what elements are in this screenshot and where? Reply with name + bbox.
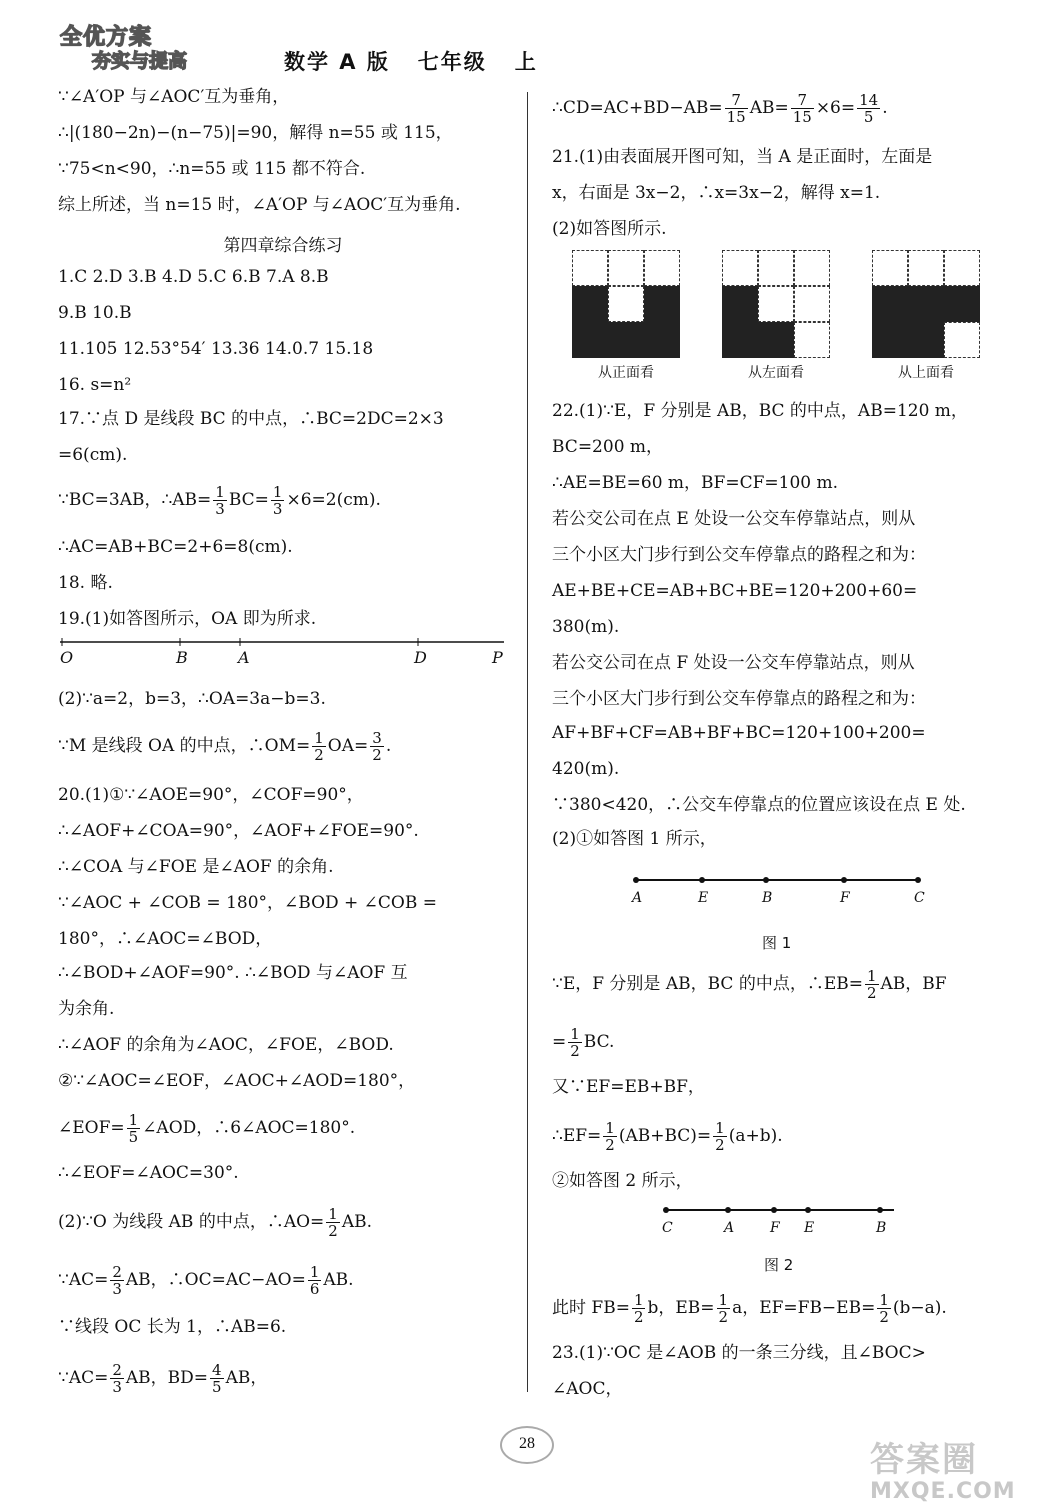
point-label-d: D	[414, 648, 427, 667]
text: (a+b).	[728, 1126, 783, 1146]
formula-line	[552, 92, 888, 125]
formula-line	[58, 1206, 372, 1239]
text: ∠EOF=	[58, 1118, 125, 1138]
point-e	[699, 877, 705, 883]
grid-cell-filled	[758, 322, 794, 358]
grid-cell-filled	[608, 322, 644, 358]
text-line: 23.(1)∵OC 是∠AOB 的一条三分线，且∠BOC>	[552, 1343, 926, 1363]
text: ∵E，F 分别是 AB，BC 的中点，∴EB=	[552, 974, 863, 994]
numerator: 1	[215, 483, 225, 501]
text: ∴CD=AC+BD−AB=	[552, 98, 723, 118]
text: AB，BF	[880, 974, 947, 994]
text-line: 若公交公司在点 F 处设一公交车停靠站点，则从	[552, 653, 915, 673]
formula-line	[58, 730, 391, 763]
text: AB，	[225, 1368, 268, 1388]
text: a，EF=FB−EB=	[732, 1298, 876, 1318]
denominator: 15	[792, 108, 812, 126]
text: AB，BD=	[125, 1368, 209, 1388]
point-c	[915, 877, 921, 883]
text-line: ∵∠AOC + ∠COB = 180°，∠BOD + ∠COB =	[58, 893, 438, 913]
text: AB=	[749, 98, 789, 118]
text: .	[385, 736, 392, 756]
view-caption: 从上面看	[898, 365, 954, 381]
text: BC=	[228, 490, 269, 510]
numerator: 1	[128, 1111, 139, 1129]
text-line: ∴∠AOF 的余角为∠AOC，∠FOE，∠BOD.	[58, 1035, 394, 1055]
numerator: 1	[328, 1205, 338, 1223]
section-title: 第四章综合练习	[223, 236, 343, 256]
text-line: 综上所述，当 n=15 时，∠A′OP 与∠AOC′互为垂角.	[58, 195, 461, 215]
point-f	[771, 1207, 777, 1213]
grid-cell-filled	[722, 322, 758, 358]
text-line: AF+BF+CF=AB+BF+BC=120+100+200=	[552, 723, 926, 743]
denominator: 2	[718, 1308, 729, 1326]
view-caption: 从正面看	[598, 365, 654, 381]
fraction	[312, 730, 326, 763]
denominator: 5	[128, 1128, 139, 1146]
text: OA=	[327, 736, 369, 756]
fraction	[110, 1362, 124, 1395]
point-b	[877, 1207, 883, 1213]
label-b: B	[876, 1220, 887, 1236]
text-line: ∴∠COA 与∠FOE 是∠AOF 的余角.	[58, 857, 334, 877]
label-a: A	[724, 1220, 735, 1236]
grid-cell-filled	[908, 286, 944, 322]
formula-line	[58, 1264, 354, 1297]
top-view-grid	[872, 250, 980, 358]
logo-top-text: 全优方案	[60, 25, 153, 50]
numerator: 4	[212, 1361, 222, 1379]
formula-line	[58, 1362, 267, 1395]
grid-cell-filled	[872, 286, 908, 322]
top-view	[872, 250, 980, 382]
numerator: 2	[112, 1361, 122, 1379]
text-line: 22.(1)∵E，F 分别是 AB，BC 的中点，AB=120 m，	[552, 401, 968, 421]
text-line: 380(m).	[552, 617, 620, 637]
grid-cell	[872, 250, 908, 286]
text: AB.	[341, 1212, 373, 1232]
text-line: 420(m).	[552, 759, 620, 779]
label-c: C	[914, 890, 925, 906]
label-a: A	[632, 890, 643, 906]
fraction	[568, 1026, 582, 1059]
text-line: 为余角.	[58, 999, 115, 1019]
grid-cell-filled	[572, 322, 608, 358]
denominator: 3	[112, 1280, 122, 1298]
formula-line	[58, 484, 381, 517]
formula-line	[552, 1026, 614, 1059]
denominator: 2	[372, 746, 382, 764]
text-line: ∵75<n<90，∴n=55 或 115 都不符合.	[58, 159, 366, 179]
text: ∵AC=	[58, 1368, 109, 1388]
figure-1	[632, 876, 932, 906]
figure-1-caption: 图 1	[762, 934, 792, 952]
text-line: 又∵EF=EB+BF，	[552, 1077, 705, 1097]
label-e: E	[698, 890, 709, 906]
grid-cell	[944, 250, 980, 286]
grid-cell	[758, 250, 794, 286]
denominator: 2	[570, 1042, 580, 1060]
formula-line	[552, 968, 947, 1001]
text-line: =6(cm).	[58, 445, 128, 465]
numerator: 1	[314, 729, 324, 747]
text-line: ∠AOC，	[552, 1379, 623, 1399]
grid-cell-filled	[572, 286, 608, 322]
denominator: 6	[309, 1280, 320, 1298]
text-line: 17.∵点 D 是线段 BC 的中点，∴BC=2DC=2×3	[58, 409, 444, 429]
point-c	[663, 1207, 669, 1213]
denominator: 2	[879, 1308, 889, 1326]
grid-cell	[794, 322, 830, 358]
text-line: ∵线段 OC 长为 1，∴AB=6.	[58, 1317, 287, 1337]
text-line: 若公交公司在点 E 处设一公交车停靠站点，则从	[552, 509, 916, 529]
view-caption: 从左面看	[748, 365, 804, 381]
text-line: 180°，∴∠AOC=∠BOD，	[58, 929, 273, 949]
fraction	[370, 730, 384, 763]
point-b	[763, 877, 769, 883]
text-line: 19.(1)如答图所示，OA 即为所求.	[58, 609, 317, 629]
text: .	[882, 98, 888, 118]
text-line: (2)①如答图 1 所示，	[552, 829, 717, 849]
fraction	[717, 1292, 731, 1325]
answer-line: 1.C 2.D 3.B 4.D 5.C 6.B 7.A 8.B	[58, 267, 329, 287]
point-e	[805, 1207, 811, 1213]
number-line-figure	[58, 638, 508, 668]
numerator: 1	[272, 483, 283, 501]
numerator: 1	[633, 1291, 644, 1309]
fraction	[213, 484, 227, 517]
numerator: 7	[791, 92, 814, 109]
grid-cell	[572, 250, 608, 286]
fraction	[326, 1206, 340, 1239]
text: (b−a).	[892, 1298, 947, 1318]
text: ∠AOD，∴6∠AOC=180°.	[142, 1118, 356, 1138]
denominator: 5	[863, 108, 874, 126]
numerator: 1	[879, 1291, 889, 1309]
text-line: x，右面是 3x−2，∴x=3x−2，解得 x=1.	[552, 183, 881, 203]
numerator: 7	[725, 92, 748, 109]
numerator: 1	[605, 1119, 615, 1137]
page-header	[52, 14, 612, 78]
front-view	[572, 250, 680, 382]
figure-1-svg	[632, 876, 932, 886]
text-line: ∴∠BOD+∠AOF=90°. ∴∠BOD 与∠AOF 互	[58, 963, 408, 983]
watermark	[870, 1432, 1016, 1504]
denominator: 3	[272, 500, 283, 518]
figure-2	[662, 1206, 912, 1236]
denominator: 2	[633, 1308, 644, 1326]
left-view-grid	[722, 250, 830, 358]
point-a	[725, 1207, 731, 1213]
label-e: E	[804, 1220, 815, 1236]
fraction	[865, 968, 879, 1001]
text-line: ②如答图 2 所示，	[552, 1171, 693, 1191]
numerator: 1	[718, 1291, 729, 1309]
numerator: 2	[112, 1263, 122, 1281]
denominator: 2	[328, 1222, 338, 1240]
text: =	[552, 1032, 567, 1052]
point-a	[633, 877, 639, 883]
grid-cell-filled	[944, 286, 980, 322]
formula-line	[58, 1112, 355, 1145]
grid-cell	[644, 250, 680, 286]
grid-cell	[794, 250, 830, 286]
grid-cell-filled	[644, 322, 680, 358]
grid-cell	[908, 250, 944, 286]
label-c: C	[662, 1220, 673, 1236]
text-line: (2)∵a=2，b=3，∴OA=3a−b=3.	[58, 689, 326, 709]
denominator: 15	[726, 108, 746, 126]
front-view-grid	[572, 250, 680, 358]
grid-cell	[758, 286, 794, 322]
denominator: 2	[866, 984, 877, 1002]
three-views-figure	[572, 250, 1012, 390]
point-label-b: B	[176, 648, 188, 667]
grid-cell-filled	[722, 286, 758, 322]
text-line: ②∵∠AOC=∠EOF，∠AOC+∠AOD=180°，	[58, 1071, 416, 1091]
text-line: 18. 略.	[58, 573, 113, 593]
left-view	[722, 250, 830, 382]
text-line: AE+BE+CE=AB+BC+BE=120+200+60=	[552, 581, 918, 601]
numerator: 1	[715, 1119, 725, 1137]
point-label-p: P	[492, 648, 503, 667]
point-f	[841, 877, 847, 883]
fraction	[857, 92, 880, 125]
text-line: 三个小区大门步行到公交车停靠点的路程之和为：	[552, 545, 926, 565]
text: (AB+BC)=	[618, 1126, 712, 1146]
grid-cell	[794, 286, 830, 322]
fraction	[877, 1292, 891, 1325]
fraction	[713, 1120, 727, 1153]
text-line: ∴AE=BE=60 m，BF=CF=100 m.	[552, 473, 839, 493]
fraction	[308, 1264, 322, 1297]
label-f: F	[770, 1220, 780, 1236]
fraction	[271, 484, 285, 517]
text: b，EB=	[647, 1298, 715, 1318]
watermark-url: MXQE.COM	[870, 1479, 1016, 1504]
answer-line: 11.105 12.53°54′ 13.36 14.0.7 15.18	[58, 339, 374, 359]
numerator: 1	[570, 1025, 580, 1043]
grid-cell-filled	[872, 322, 908, 358]
denominator: 5	[212, 1378, 222, 1396]
numerator: 3	[372, 729, 382, 747]
grid-cell-filled	[908, 322, 944, 358]
numerator: 1	[866, 967, 877, 985]
denominator: 2	[605, 1136, 615, 1154]
text: ∴EF=	[552, 1126, 602, 1146]
text: ×6=	[815, 98, 856, 118]
text: ∵BC=3AB，∴AB=	[58, 490, 212, 510]
text: (2)∵O 为线段 AB 的中点，∴AO=	[58, 1212, 325, 1232]
answer-line: 9.B 10.B	[58, 303, 132, 323]
point-label-a: A	[238, 648, 250, 667]
denominator: 3	[112, 1378, 122, 1396]
label-b: B	[762, 890, 773, 906]
text-line: 三个小区大门步行到公交车停靠点的路程之和为：	[552, 689, 926, 709]
number-line-svg	[58, 638, 508, 650]
numerator: 1	[309, 1263, 320, 1281]
answer-line: 16. s=n²	[58, 375, 132, 395]
denominator: 2	[314, 746, 324, 764]
fraction	[791, 92, 814, 125]
text-line: ∵380<420，∴公交车停靠点的位置应该设在点 E 处.	[552, 795, 966, 815]
text-line: 21.(1)由表面展开图可知，当 A 是正面时，左面是	[552, 147, 933, 167]
fraction	[725, 92, 748, 125]
formula-line	[552, 1292, 947, 1325]
text-line: 20.(1)①∵∠AOE=90°，∠COF=90°，	[58, 785, 364, 805]
figure-2-caption: 图 2	[764, 1256, 794, 1274]
figure-2-svg	[662, 1206, 912, 1216]
formula-line	[552, 1120, 783, 1153]
text: AB，∴OC=AC−AO=	[125, 1270, 306, 1290]
text: ×6=2(cm).	[286, 490, 381, 510]
fraction	[110, 1264, 124, 1297]
grid-cell	[944, 322, 980, 358]
denominator: 2	[715, 1136, 725, 1154]
fraction	[632, 1292, 646, 1325]
denominator: 3	[215, 500, 225, 518]
text-line: (2)如答图所示.	[552, 219, 667, 239]
text-line: ∴AC=AB+BC=2+6=8(cm).	[58, 537, 293, 557]
text-line: ∴∠EOF=∠AOC=30°.	[58, 1163, 239, 1183]
point-label-o: O	[60, 648, 74, 667]
text-line: ∴∠AOF+∠COA=90°，∠AOF+∠FOE=90°.	[58, 821, 419, 841]
text: ∵M 是线段 OA 的中点，∴OM=	[58, 736, 311, 756]
logo-bottom-text: 夯实与提高	[92, 50, 188, 72]
header-title: 数学 A 版 七年级 上	[284, 50, 538, 74]
text: ∵AC=	[58, 1270, 109, 1290]
grid-cell	[722, 250, 758, 286]
text: AB.	[323, 1270, 354, 1290]
grid-cell	[608, 286, 644, 322]
fraction	[603, 1120, 617, 1153]
text: 此时 FB=	[552, 1298, 630, 1318]
text-line: BC=200 m，	[552, 437, 664, 457]
column-divider	[527, 92, 528, 1392]
grid-cell-filled	[644, 286, 680, 322]
page-number: 28	[500, 1426, 554, 1464]
text: BC.	[583, 1032, 615, 1052]
grid-cell	[608, 250, 644, 286]
numerator: 14	[859, 91, 879, 109]
label-f: F	[840, 890, 850, 906]
watermark-title: 答案圈	[870, 1440, 978, 1480]
text-line: ∴|(180−2n)−(n−75)|=90，解得 n=55 或 115，	[58, 123, 453, 143]
text-line: ∵∠A′OP 与∠AOC′互为垂角，	[58, 87, 290, 107]
fraction	[127, 1112, 141, 1145]
fraction	[210, 1362, 224, 1395]
